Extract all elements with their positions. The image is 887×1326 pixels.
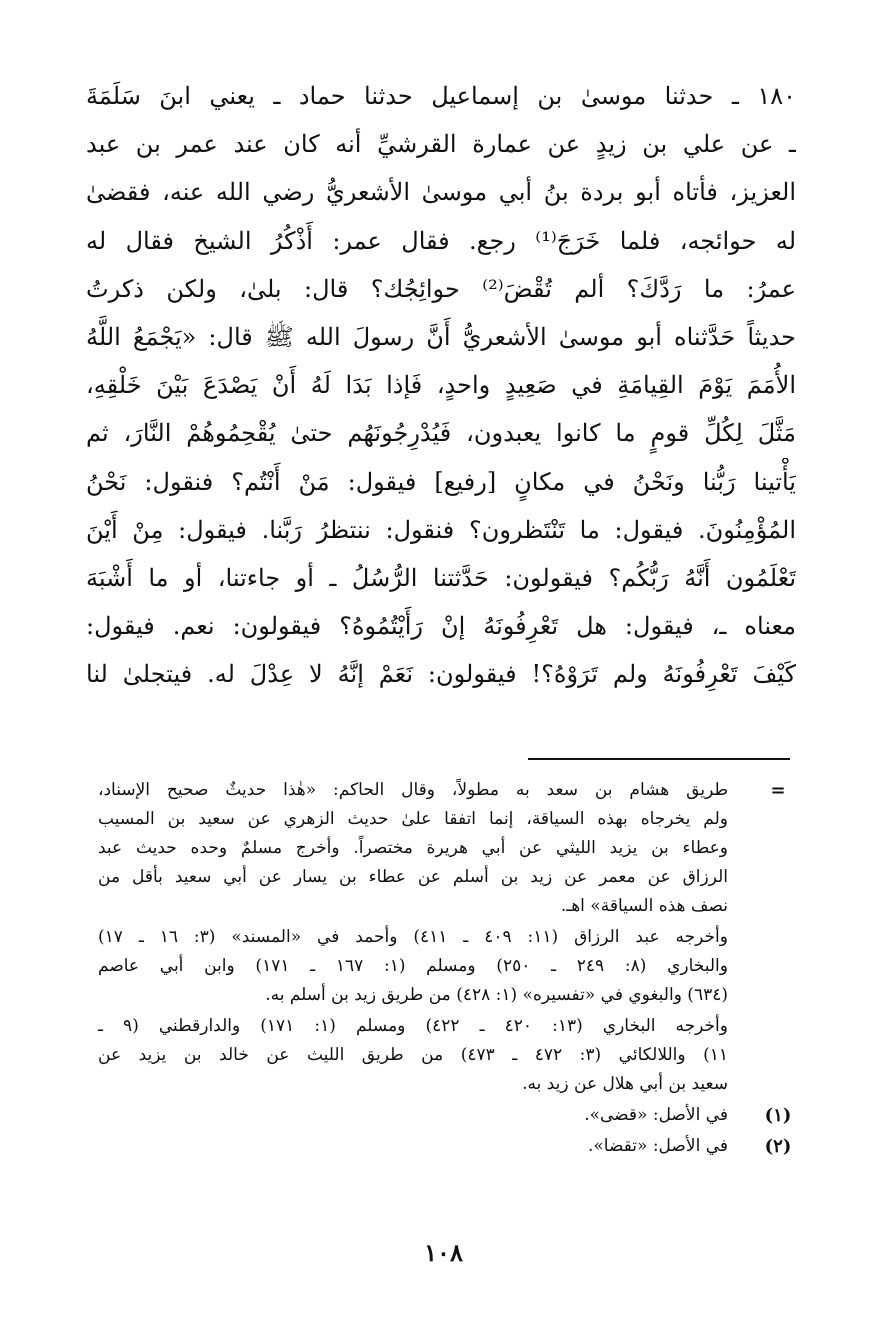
main-line: ١٨٠ ـ حدثنا موسىٰ بن إسماعيل حدثنا حماد ـ يعني ابنَ سَلَمَةَ	[86, 82, 796, 110]
footnote-line: نصف هذه السياقة» اهـ.	[560, 896, 728, 916]
main-line: كَيْفَ تَعْرِفُونَهُ ولم تَرَوْهُ؟! فيقولون: نَعَمْ إنَّهُ لا عِدْلَ له. فيتجلىٰ لنا	[86, 660, 796, 689]
main-line: الأُمَمَ يَوْمَ القِيامَةِ في صَعِيدٍ واحدٍ، فَإذا بَدَا لَهُ أَنْ يَصْدَعَ بَيْنَ خَلْقِهِ،	[86, 371, 796, 400]
footnotes	[98, 776, 798, 1163]
footnote-line: الرزاق عن معمر عن زيد بن أسلم عن عطاء بن يسار عن أبي سعيد بأقل من	[98, 867, 728, 887]
main-line: ـ عن علي بن زيدٍ عن عمارة القرشيِّ أنه كان عند عمر بن عبد	[86, 130, 796, 159]
main-line: المُؤْمِنُونَ. فيقول: ما تَنْتَظرون؟ فنقول: ننتظرُ رَبَّنا. فيقول: مِنْ أَيْنَ	[86, 515, 796, 544]
footnote-line: وأخرجه عبد الرزاق (١١: ٤٠٩ ـ ٤١١) وأحمد في «المسند» (٣: ١٦ ـ ١٧)	[98, 927, 728, 947]
main-line: العزيز، فأتاه أبو بردة بنُ أبي موسىٰ الأشعريُّ رضي الله عنه، فقضىٰ	[86, 178, 796, 207]
footnote-marker: =	[770, 780, 786, 801]
footnote-line: وأخرجه البخاري (١٣: ٤٢٠ ـ ٤٢٢) ومسلم (١: ١٧١) والدارقطني (٩ ـ	[98, 1016, 728, 1036]
main-line: مَثَّلَ لِكُلِّ قومٍ ما كانوا يعبدون، فَيُدْرِجُونَهُم حتىٰ يُقْحِمُوهُمْ النَّارَ، ثم	[86, 419, 796, 448]
footnote-line: في الأصل: «قضى».	[584, 1105, 728, 1125]
main-line: عمرُ: ما رَدَّكَ؟ ألم تُقْضَ⁽²⁾ حوائِجُك؟ قال: بلىٰ، ولكن ذكرتُ	[86, 274, 796, 303]
main-line: تَعْلَمُون أَنَّهُ رَبُّكُم؟ فيقولون: حَدَّثتنا الرُّسُلُ ـ أو جاءتنا، أو ما أَشْبَهَ	[86, 563, 796, 592]
footnote-line: طريق هشام بن سعد به مطولاً، وقال الحاكم: «هٰذا حديثٌ صحيح الإسناد،	[98, 780, 728, 800]
footnote-marker: (٢)	[764, 1136, 792, 1157]
footnote-paragraph	[98, 1012, 798, 1099]
footnote-line: ولم يخرجاه بهذه السياقة، إنما اتفقا علىٰ حديث الزهري عن سعيد بن المسيب	[98, 809, 728, 829]
page-number: ١٠٨	[424, 1238, 463, 1267]
main-line: يَأْتينا رَبُّنا ونَحْنُ في مكانٍ [رفيع] فيقول: مَنْ أَنْتُم؟ فنقول: نَحْنُ	[86, 467, 796, 496]
main-line: له حوائجه، فلما خَرَجَ⁽¹⁾ رجع. فقال عمر: أَذْكُرُ الشيخ فقال له	[86, 226, 796, 255]
footnote-2	[98, 1132, 798, 1161]
footnote-line: وعطاء بن يزيد الليثي عن أبي هريرة مختصراً. وأخرج مسلمٌ وحده حديث عبد	[98, 838, 728, 858]
footnote-continuation	[98, 776, 798, 921]
main-text	[86, 72, 796, 698]
main-line: حديثاً حَدَّثناه أبو موسىٰ الأشعريُّ أَنَّ رسولَ الله ﷺ قال: «يَجْمَعُ اللَّهُ	[86, 322, 796, 351]
footnote-line: والبخاري (٨: ٢٤٩ ـ ٢٥٠) ومسلم (١: ١٦٧ ـ ١٧١) وابن أبي عاصم	[98, 956, 728, 976]
footnote-paragraph	[98, 923, 798, 1010]
footnote-line: سعيد بن أبي هلال عن زيد به.	[522, 1074, 728, 1094]
footnote-divider	[528, 758, 790, 760]
main-line: معناه ـ، فيقول: هل تَعْرِفُونَهُ إنْ رَأَيْتُمُوهُ؟ فيقولون: نعم. فيقول:	[86, 612, 796, 641]
footnote-line: ١١) واللالكائي (٣: ٤٧٢ ـ ٤٧٣) من طريق الليث عن خالد بن يزيد عن	[98, 1045, 728, 1065]
footnote-marker: (١)	[764, 1105, 792, 1126]
footnote-line: (٦٣٤) والبغوي في «تفسيره» (١: ٤٢٨) من طريق زيد بن أسلم به.	[265, 985, 728, 1005]
footnote-line: في الأصل: «تقضا».	[587, 1136, 728, 1156]
footnote-1	[98, 1101, 798, 1130]
